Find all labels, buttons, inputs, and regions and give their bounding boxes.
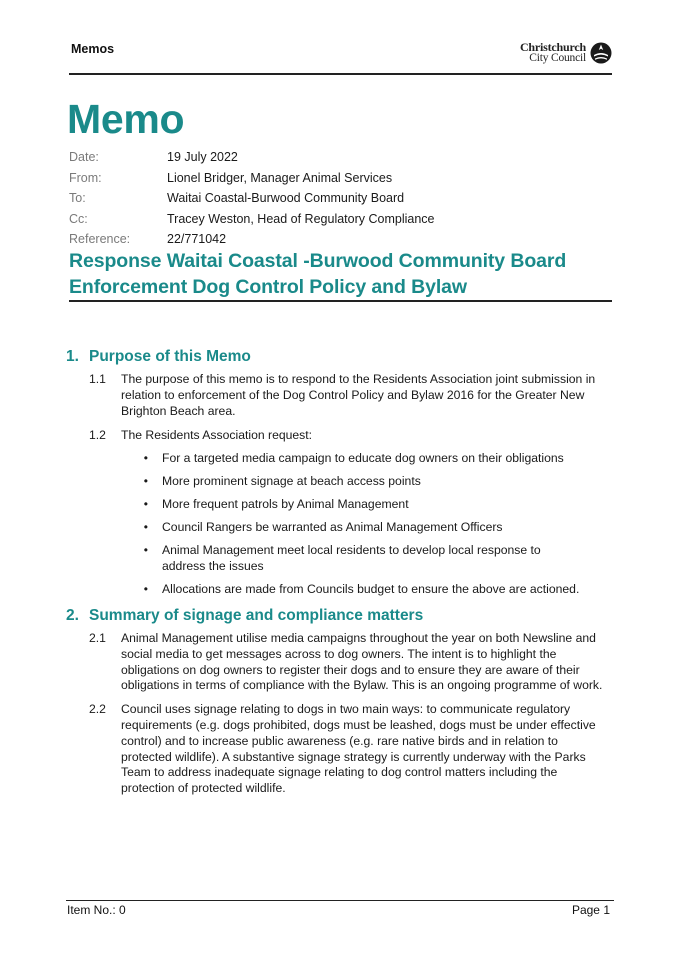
subject-line2: Enforcement Dog Control Policy and Bylaw	[69, 276, 467, 298]
header-doc-type: Memos	[71, 42, 115, 56]
memo-meta	[69, 147, 435, 250]
page-header	[69, 38, 612, 74]
paragraph: 2.1 Animal Management utilise media campaigns throughout the year on both Newsline and social media to get messages across to dog owners. The intent is to highlight the obligations on dog owners to register their dogs and to ensure they are aware of their obligations in terms of compliance with the Bylaw. This is an ongoing programme of work.	[89, 631, 603, 693]
section-heading: 1. Purpose of this Memo	[66, 348, 251, 365]
subject-rule	[69, 300, 612, 302]
council-logo	[520, 39, 612, 67]
paragraph: 1.2 The Residents Association request:	[89, 428, 313, 443]
paragraph: 1.1 The purpose of this memo is to respond to the Residents Association joint submission in relation to enforcement of the Dog Control Policy and Bylaw 2016 for the Greater New Brighton Beach area.	[89, 372, 596, 418]
footer-page-number: Page 1	[571, 903, 610, 917]
section-summary	[66, 607, 616, 797]
list-item: • Allocations are made from Councils budget to ensure the above are actioned.	[66, 582, 616, 598]
meta-row-date: Date: 19 July 2022	[69, 150, 238, 165]
memo-subject	[69, 248, 614, 300]
request-list	[66, 451, 616, 598]
logo-line2: City Council	[529, 52, 586, 64]
list-item: • Animal Management meet local residents to develop local response to address the issues	[66, 543, 616, 575]
council-emblem-icon	[590, 42, 612, 64]
meta-row-reference: Reference: 22/771042	[69, 232, 227, 247]
header-rule	[69, 73, 612, 75]
list-item: • For a targeted media campaign to educate dog owners on their obligations	[66, 451, 616, 467]
list-item: • More prominent signage at beach access points	[66, 474, 616, 490]
subject-line1: Response Waitai Coastal -Burwood Community Board	[69, 250, 567, 272]
footer-rule	[66, 900, 614, 901]
list-item: • Council Rangers be warranted as Animal Management Officers	[66, 520, 616, 536]
footer-item-no: Item No.: 0	[67, 903, 126, 917]
meta-row-cc: Cc: Tracey Weston, Head of Regulatory Compliance	[69, 211, 435, 226]
section-purpose	[66, 348, 616, 605]
page-title: Memo	[67, 96, 185, 142]
paragraph: 2.2 Council uses signage relating to dogs in two main ways: to communicate regulatory requirements (e.g. dogs prohibited, dogs must be leashed, dogs must be under effective control) and to increase public awareness (e.g. rare native birds and in relation to protected wildlife). A substantive signage strategy is currently underway with the Parks Team to address inadequate signage relating to dog control matters including the protection of protected wildlife.	[89, 702, 596, 796]
section-heading: 2. Summary of signage and compliance matters	[66, 607, 424, 624]
meta-row-to: To: Waitai Coastal-Burwood Community Board	[69, 191, 405, 206]
list-item: • More frequent patrols by Animal Management	[66, 497, 616, 513]
logo-line1: Christchurch	[519, 40, 586, 54]
meta-row-from: From: Lionel Bridger, Manager Animal Services	[69, 170, 393, 185]
